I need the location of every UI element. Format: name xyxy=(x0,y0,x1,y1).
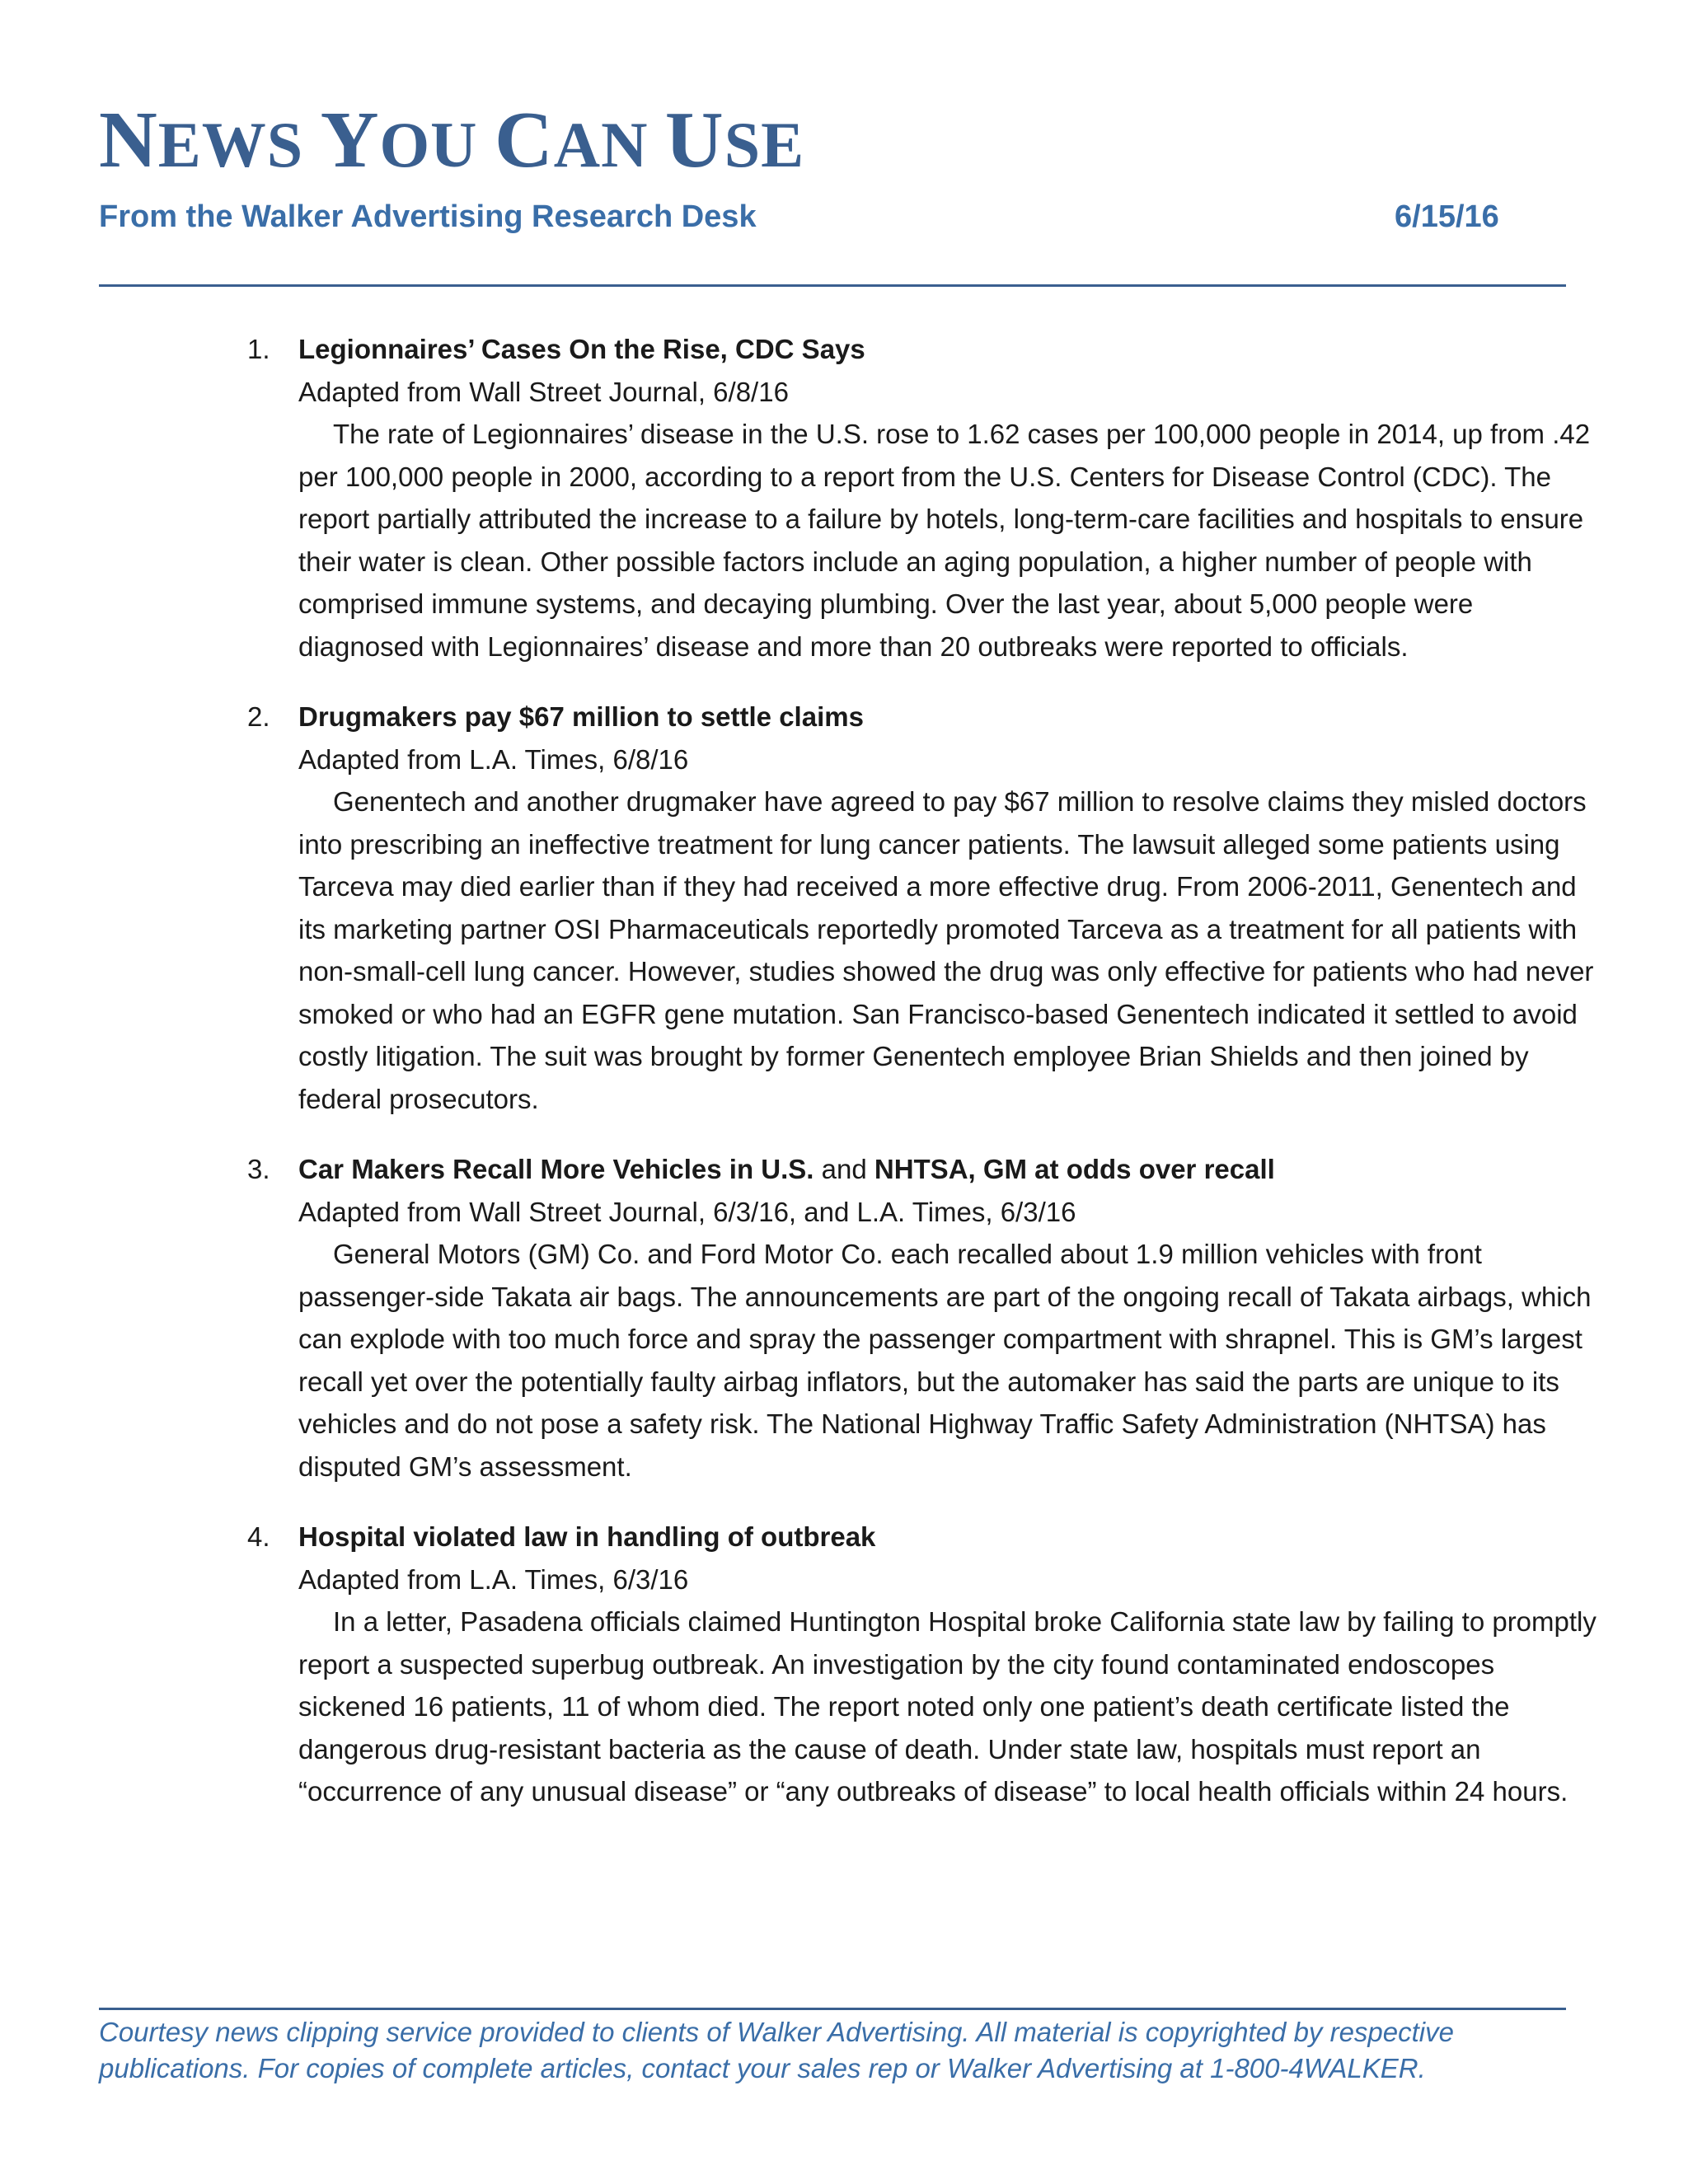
article-title: Drugmakers pay $67 million to settle claims xyxy=(298,701,864,732)
masthead-subrow xyxy=(99,194,1566,244)
article-2 xyxy=(247,696,1599,1120)
article-title-second: NHTSA, GM at odds over recall xyxy=(874,1154,1275,1184)
article-source: Adapted from L.A. Times, 6/8/16 xyxy=(298,743,689,775)
article-1 xyxy=(247,328,1599,668)
masthead-title: NEWS YOU CAN USE xyxy=(99,96,805,185)
masthead-subtitle: From the Walker Advertising Research Desk xyxy=(99,199,757,234)
footer-divider xyxy=(99,2008,1566,2010)
article-title: Hospital violated law in handling of outbreak xyxy=(298,1521,876,1552)
article-3 xyxy=(247,1148,1599,1488)
footer-line-2: publications. For copies of complete articles, contact your sales rep or Walker Advertising at 1-800-4WALKER. xyxy=(99,2053,1426,2083)
article-number: 3. xyxy=(247,1154,270,1184)
article-list xyxy=(247,328,1599,1841)
article-title-joiner: and xyxy=(821,1154,867,1184)
article-title xyxy=(298,1154,1275,1184)
article-number: 2. xyxy=(247,701,270,732)
header-divider xyxy=(99,284,1566,287)
article-number: 4. xyxy=(247,1521,270,1552)
article-number: 1. xyxy=(247,334,270,364)
article-body: In a letter, Pasadena officials claimed Huntington Hospital broke California state law by failing to promptly report a suspected superbug outbreak. An investigation by the city found contaminated endoscopes sickened 16 patients, 11 of whom died. The report noted only one patient’s death certificate listed the dangerous drug-resistant bacteria as the cause of death. Under state law, hospitals must report an “occurrence of any unusual disease” or “any outbreaks of disease” to local health officials within 24 hours. xyxy=(298,1606,1597,1807)
article-4 xyxy=(247,1516,1599,1813)
issue-date: 6/15/16 xyxy=(1395,199,1499,234)
article-source: Adapted from Wall Street Journal, 6/3/16, and L.A. Times, 6/3/16 xyxy=(298,1196,1076,1227)
footer-line-1: Courtesy news clipping service provided to clients of Walker Advertising. All material is copyrighted by respective xyxy=(99,2017,1454,2047)
article-body: General Motors (GM) Co. and Ford Motor Co. each recalled about 1.9 million vehicles with front passenger-side Takata air bags. The announcements are part of the ongoing recall of Takata airbags, which can explode with too much force and spray the passenger compartment with shrapnel. This is GM’s largest recall yet over the potentially faulty airbag inflators, but the automaker has said the parts are unique to its vehicles and do not pose a safety risk. The National Highway Traffic Safety Administration (NHTSA) has disputed GM’s assessment. xyxy=(298,1239,1592,1482)
article-body: The rate of Legionnaires’ disease in the U.S. rose to 1.62 cases per 100,000 people in 2014, up from .42 per 100,000 people in 2000, according to a report from the U.S. Centers for Disease Control (CDC). The report partially attributed the increase to a failure by hotels, long-term-care facilities and hospitals to ensure their water is clean. Other possible factors include an aging population, a higher number of people with comprised immune systems, and decaying plumbing. Over the last year, about 5,000 people were diagnosed with Legionnaires’ disease and more than 20 outbreaks were reported to officials. xyxy=(298,419,1591,662)
article-source: Adapted from Wall Street Journal, 6/8/16 xyxy=(298,376,789,407)
footer-disclaimer xyxy=(99,2014,1566,2087)
article-source: Adapted from L.A. Times, 6/3/16 xyxy=(298,1563,689,1595)
article-body: Genentech and another drugmaker have agreed to pay $67 million to resolve claims they misled doctors into prescribing an ineffective treatment for lung cancer patients. The lawsuit alleged some patients using Tarceva may died earlier than if they had received a more effective drug. From 2006-2011, Genentech and its marketing partner OSI Pharmaceuticals reportedly promoted Tarceva as a treatment for all patients with non-small-cell lung cancer. However, studies showed the drug was only effective for patients who had never smoked or who had an EGFR gene mutation. San Francisco-based Genentech indicated it settled to avoid costly litigation. The suit was brought by former Genentech employee Brian Shields and then joined by federal prosecutors. xyxy=(298,786,1594,1114)
article-title-first: Car Makers Recall More Vehicles in U.S. xyxy=(298,1154,814,1184)
article-title: Legionnaires’ Cases On the Rise, CDC Says xyxy=(298,334,865,364)
masthead xyxy=(99,97,1566,244)
